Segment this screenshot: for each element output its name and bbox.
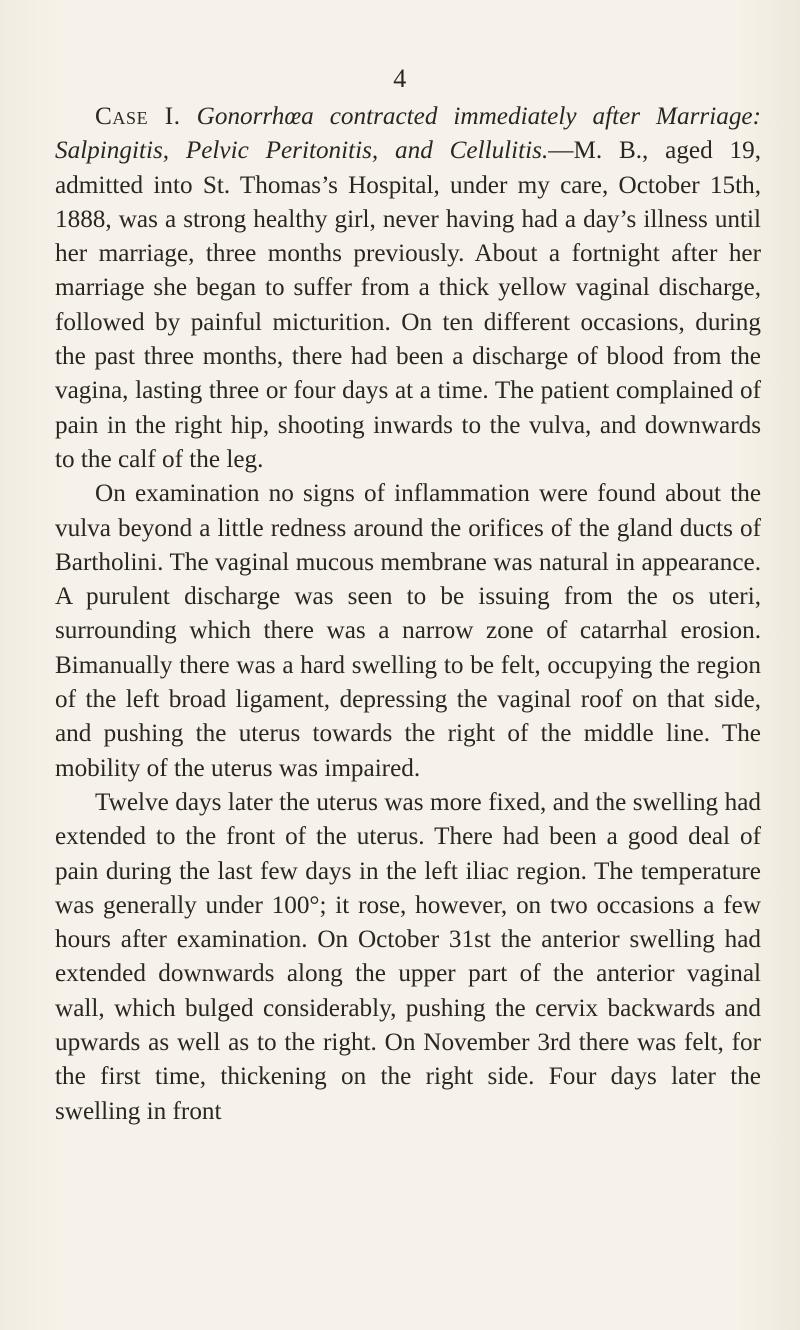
case-label: Case I.	[95, 103, 181, 130]
progress-paragraph: Twelve days later the uterus was more fixed, and the swelling had extended to the front of the uterus. There had been a good deal of pain during the last few days in the left iliac region. The temperature was generally under 100°; it rose, however, on two occasions a few hours after examination. On October 31st the anterior swelling had extended downwards along the upper part of the anterior vaginal wall, which bulged considerably, pushing the cervix backwards and upwards as well as to the right. On November 3rd there was felt, for the first time, thickening on the right side. Four days later the swelling in front	[55, 788, 761, 1125]
case-paragraph	[55, 100, 761, 477]
case-title: Gonorrhœa contracted immediately after Marriage: Salpingitis, Pelvic Peritonitis, and Cellulitis.	[55, 103, 761, 165]
body-text	[55, 100, 761, 1129]
examination-paragraph: On examination no signs of inflammation were found about the vulva beyond a little redness around the orifices of the gland ducts of Bartholini. The vaginal mucous membrane was natural in appearance. A purulent discharge was seen to be issuing from the os uteri, surrounding which there was a narrow zone of catarrhal erosion. Bimanually there was a hard swelling to be felt, occupying the region of the left broad ligament, depressing the vaginal roof on that side, and pushing the uterus towards the right of the middle line. The mobility of the uterus was impaired.	[55, 480, 761, 782]
page-number: 4	[393, 64, 407, 93]
case-intro: —M. B., aged 19, admitted into St. Thomas’s Hospital, under my care, October 15th, 1888, was a strong healthy girl, never having had a day’s illness until her marriage, three months previously. About a fortnight after her marriage she began to suffer from a thick yellow vaginal discharge, followed by painful micturition. On ten different occasions, during the past three months, there had been a discharge of blood from the vagina, lasting three or four days at a time. The patient complained of pain in the right hip, shooting inwards to the vulva, and downwards to the calf of the leg.	[55, 137, 761, 473]
